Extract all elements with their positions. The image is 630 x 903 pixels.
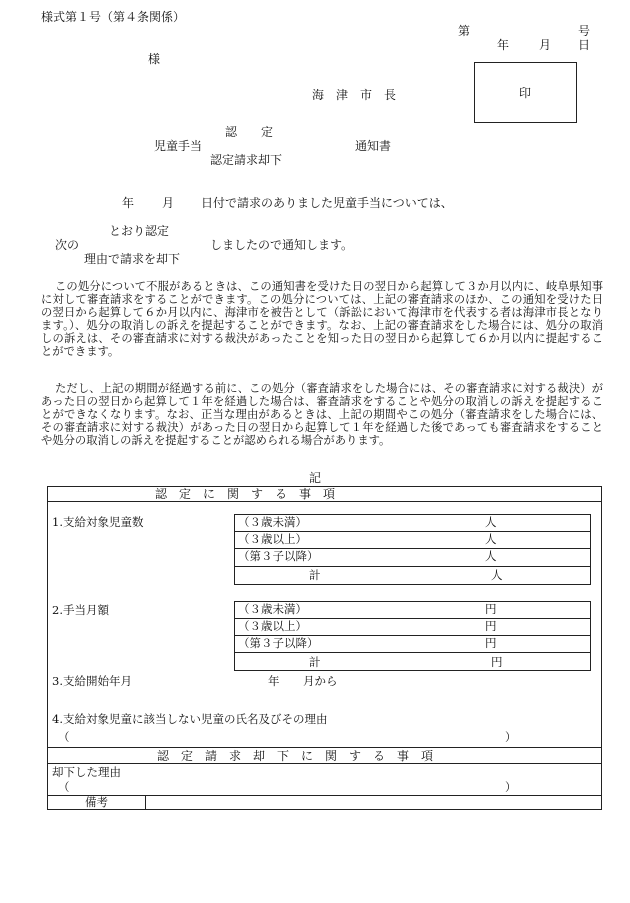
intro-rest: しましたので通知します。 [210,238,354,252]
item2-row-label: （第３子以降） [238,636,319,650]
section1-header: 認 定 に 関 す る 事 項 [155,487,336,501]
intro-prefix: 次の [55,238,80,252]
date-month: 月 [539,38,552,52]
item2-row-unit: 円 [485,602,497,616]
section2-header-divider [47,763,602,764]
item3-label: 3.支給開始年月 [52,674,132,688]
intro-line1-rest: 日付で請求のありました児童手当については、 [201,196,453,210]
item2-label: 2.手当月額 [52,603,109,617]
remarks-column-divider [145,795,146,810]
issuer: 海 津 市 長 [312,88,397,102]
ki-mark: 記 [309,471,322,485]
item2-row-label: （３歳未満） [238,602,307,616]
item1-row-unit: 人 [485,549,497,563]
addressee-suffix: 様 [148,52,161,66]
section2-header: 認 定 請 求 却 下 に 関 す る 事 項 [157,749,434,763]
item1-row-label: （３歳未満） [238,515,307,529]
title-suffix: 通知書 [355,139,392,153]
reject-reason-close-paren: ） [505,780,517,794]
item1-total-unit: 人 [491,568,503,582]
doc-no-prefix: 第 [458,24,471,38]
item1-label: 1.支給対象児童数 [52,515,144,529]
form-number: 様式第１号（第４条関係） [41,10,186,24]
item4-open-paren: （ [58,730,70,744]
intro-month: 月 [162,196,175,210]
item1-row-unit: 人 [485,532,497,546]
paragraph-appeal: この処分について不服があるときは、この通知書を受けた日の翌日から起算して３か月以内に、岐阜県知事に対して審査請求をすることができます。この処分については、上記の審査請求のほか、この通知を受けた日の翌日から起算して６か月以内に、海津市を被告として（訴訟において海津市を代表する者は海津市長となります。）、処分の取消しの訴えを提起することができます。なお、上記の審査請求をした場合には、処分の取消しの訴えは、その審査請求に対する裁決があったことを知った日の翌日から起算して６か月以内に提起することができます。 [41,280,603,358]
date-year: 年 [497,38,510,52]
item4-label: 4.支給対象児童に該当しない児童の氏名及びその理由 [52,712,328,726]
reject-reason-open-paren: （ [58,780,70,794]
paragraph-deadline: ただし、上記の期間が経過する前に、この処分（審査請求をした場合には、その審査請求に対する裁決）があった日の翌日から起算して１年を経過した場合は、審査請求をすることや処分の取消しの訴えを提起することができなくなります。なお、正当な理由があるときは、上記の期間やこの処分（審査請求をした場合には、その審査請求に対する裁決）があった日の翌日から起算して１年を経過した後であっても審査請求をすることや処分の取消しの訴えを提起することが認められる場合があります。 [41,382,603,447]
intro-year: 年 [122,196,135,210]
item2-row-label: （３歳以上） [238,619,307,633]
item2-row-unit: 円 [485,636,497,650]
item2-total-unit: 円 [491,655,503,669]
doc-no-suffix: 号 [578,24,591,38]
intro-option-reject: 理由で請求を却下 [84,252,181,266]
item2-row-divider [234,652,591,653]
item1-total-label: 計 [309,568,321,582]
date-day: 日 [578,38,591,52]
item1-row-divider [234,566,591,567]
item2-row-unit: 円 [485,619,497,633]
title-option-reject: 認定請求却下 [210,153,283,167]
item1-row-label: （第３子以降） [238,549,319,563]
item1-row-label: （３歳以上） [238,532,307,546]
seal-label: 印 [519,86,532,100]
title-option-approve: 認 定 [225,125,274,139]
item4-close-paren: ） [505,730,517,744]
reject-reason-label: 却下した理由 [52,765,121,779]
section2-top-divider [47,747,602,748]
item3-month-from: 月から [303,674,338,688]
item2-total-label: 計 [309,655,321,669]
section1-header-divider [47,501,602,502]
item3-year: 年 [268,674,280,688]
intro-option-approve: とおり認定 [109,224,170,238]
remarks-label: 備考 [85,795,108,809]
title-prefix: 児童手当 [154,139,203,153]
remarks-divider [47,795,602,796]
item1-row-unit: 人 [485,515,497,529]
